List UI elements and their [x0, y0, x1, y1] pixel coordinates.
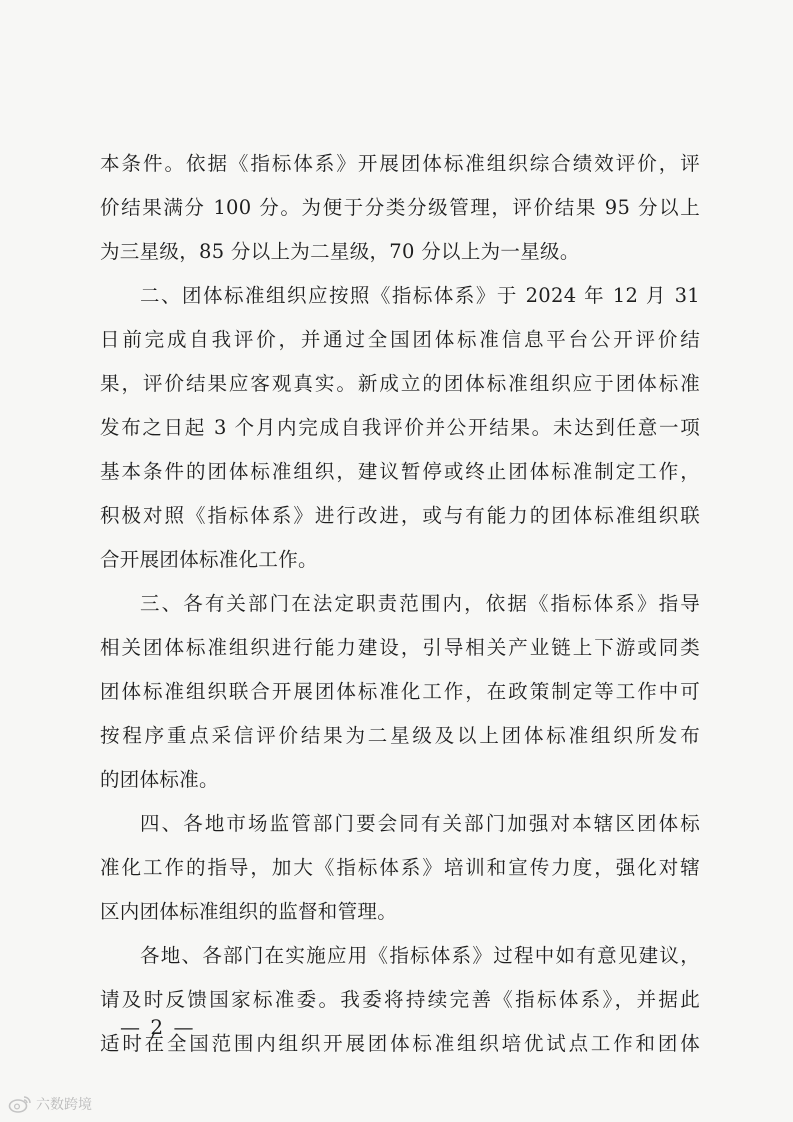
- text-line: 积极对照《指标体系》进行改进，或与有能力的团体标准组织联: [100, 504, 700, 527]
- text-line: 果，评价结果应客观真实。新成立的团体标准组织应于团体标准: [100, 372, 700, 395]
- text-line: 发布之日起 3 个月内完成自我评价并公开结果。未达到任意一项: [100, 416, 700, 439]
- text-line: 合开展团体标准化工作。: [100, 548, 318, 571]
- text-line: 基本条件的团体标准组织，建议暂停或终止团体标准制定工作，: [100, 460, 700, 483]
- text-line: 区内团体标准组织的监督和管理。: [100, 900, 398, 923]
- text-line: 日前完成自我评价，并通过全国团体标准信息平台公开评价结: [100, 328, 700, 351]
- text-line: 四、各地市场监管部门要会同有关部门加强对本辖区团体标: [140, 812, 700, 835]
- text-line: 准化工作的指导，加大《指标体系》培训和宣传力度，强化对辖: [100, 856, 700, 879]
- text-line: 的团体标准。: [100, 768, 219, 791]
- text-line: 价结果满分 100 分。为便于分类分级管理，评价结果 95 分以上: [100, 196, 700, 219]
- text-line: 各地、各部门在实施应用《指标体系》过程中如有意见建议，: [140, 944, 700, 967]
- page-number: — 2 —: [120, 1015, 196, 1039]
- text-line: 二、团体标准组织应按照《指标体系》于 2024 年 12 月 31: [140, 284, 700, 307]
- text-line: 三、各有关部门在法定职责范围内，依据《指标体系》指导: [140, 592, 700, 615]
- watermark-text: 六数跨境: [36, 1097, 92, 1113]
- weibo-logo-icon: [8, 1094, 32, 1114]
- watermark: [8, 1092, 92, 1116]
- text-line: 团体标准组织联合开展团体标准化工作，在政策制定等工作中可: [100, 680, 700, 703]
- text-line: 相关团体标准组织进行能力建设，引导相关产业链上下游或同类: [100, 636, 700, 659]
- text-line: 本条件。依据《指标体系》开展团体标准组织综合绩效评价，评: [100, 152, 700, 175]
- text-line: 适时在全国范围内组织开展团体标准组织培优试点工作和团体: [100, 1032, 700, 1055]
- text-line: 为三星级，85 分以上为二星级，70 分以上为一星级。: [100, 240, 580, 263]
- text-line: 请及时反馈国家标准委。我委将持续完善《指标体系》，并据此: [100, 988, 700, 1011]
- text-line: 按程序重点采信评价结果为二星级及以上团体标准组织所发布: [100, 724, 700, 747]
